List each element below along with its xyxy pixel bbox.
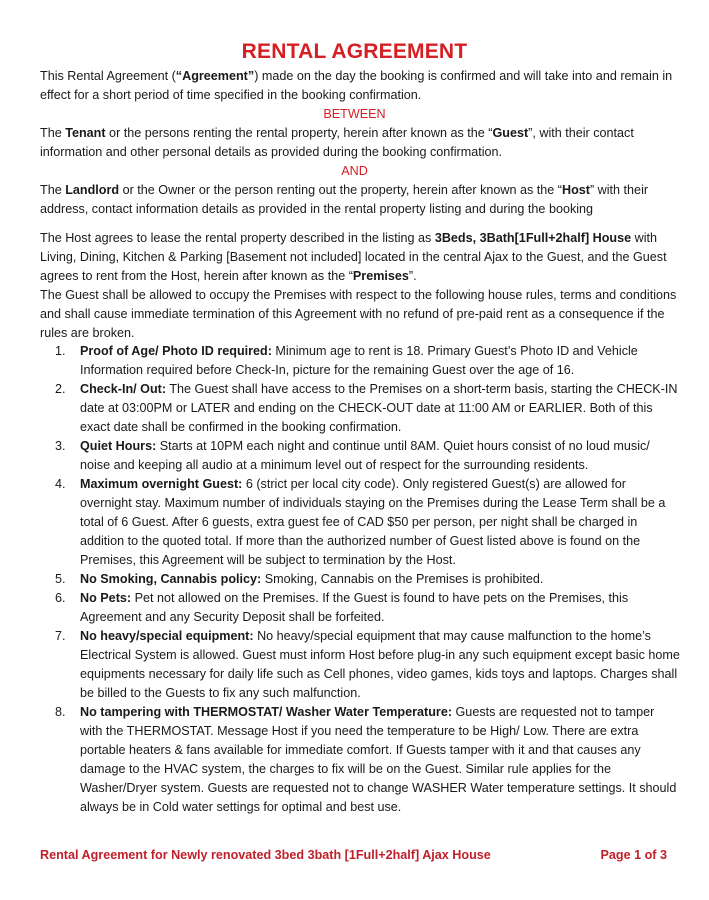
rule-text: No heavy/special equipment that may cause malfunction to the home’s Electrical System is allowed. Guest must inform Host before plug-in any such equipment except basic home equipments necessary for daily life such as Cell phones, video games, kids toys and laptops. Charges shall be billed to the Guests to fix any such malfunction. xyxy=(80,629,680,700)
footer-title: Rental Agreement for Newly renovated 3bed 3bath [1Full+2half] Ajax House xyxy=(40,848,491,862)
rule-item xyxy=(40,475,680,570)
rule-number: 5. xyxy=(55,572,66,586)
rule-heading: Quiet Hours: xyxy=(80,439,157,453)
rules-intro: The Guest shall be allowed to occupy the Premises with respect to the following house rules, terms and conditions and shall cause immediate termination of this Agreement with no refund of pre-paid rent as a consequence if the rules are broken. xyxy=(40,288,677,340)
intro-paragraph: This Rental Agreement (“Agreement”) made on the day the booking is confirmed and will take into and remain in effect for a short period of time specified in the booking confirmation. xyxy=(40,69,673,102)
rule-heading: No Smoking, Cannabis policy: xyxy=(80,572,262,586)
rule-item xyxy=(40,703,680,817)
and-label: AND xyxy=(341,164,368,178)
rule-number: 6. xyxy=(55,591,66,605)
rule-text: Guests are requested not to tamper with the THERMOSTAT. Message Host if you need the temperature to be High/ Low. There are extra portable heaters & fans available for immediate comfort. If Guests tamper with it and that causes any damage to the HVAC system, the charges to fix will be on the Guest. Similar rule applies for the Washer/Dryer system. Guests are requested not to change WASHER Water temperature settings. It should always be in Cold water settings for optimal and best use. xyxy=(80,705,677,814)
rule-number: 7. xyxy=(55,629,66,643)
tenant-paragraph: The Tenant or the persons renting the rental property, herein after known as the “Guest”, with their contact information and other personal details as provided during the booking confirmation. xyxy=(40,126,634,159)
rule-text: The Guest shall have access to the Premises on a short-term basis, starting the CHECK-IN date at 03:00PM or LATER and ending on the CHECK-OUT date at 11:00 AM or EARLIER. Both of this exact date shall be confirmed in the booking confirmation. xyxy=(80,382,678,434)
landlord-paragraph: The Landlord or the Owner or the person renting out the property, herein after known as the “Host” with their address, contact information details as provided in the rental property listing and during the booking xyxy=(40,183,649,216)
rule-heading: No heavy/special equipment: xyxy=(80,629,254,643)
host-label: Host xyxy=(561,183,590,197)
agreement-term: Agreement xyxy=(182,69,248,83)
rule-number: 1. xyxy=(55,344,66,358)
rule-text: 6 (strict per local city code). Only registered Guest(s) are allowed for overnight stay. Maximum number of individuals staying on the Premises during the Lease Term shall be a total of 6 Guest. After 6 guests, extra guest fee of CAD $50 per person, per night shall be charged in addition to the quoted total. If more than the authorized number of Guest listed above is found on the Premises, this Agreement will be subject to termination by the Host. xyxy=(80,477,666,567)
rule-text: Minimum age to rent is 18. Primary Guest’s Photo ID and Vehicle Information required before Check-In, picture for the remaining Guest over the age of 16. xyxy=(80,344,638,377)
rule-item xyxy=(40,342,680,380)
tenant-term: Tenant xyxy=(65,126,106,140)
rule-text: Pet not allowed on the Premises. If the Guest is found to have pets on the Premises, this Agreement and any Security Deposit shall be forfeited. xyxy=(80,591,629,624)
rule-item xyxy=(40,589,680,627)
rule-item xyxy=(40,437,680,475)
rule-item xyxy=(40,380,680,437)
rule-heading: Proof of Age/ Photo ID required: xyxy=(80,344,272,358)
rule-heading: No tampering with THERMOSTAT/ Washer Water Temperature: xyxy=(80,705,453,719)
rule-heading: Maximum overnight Guest: xyxy=(80,477,243,491)
rule-number: 8. xyxy=(55,705,66,719)
property-description: 3Beds, 3Bath[1Full+2half] House xyxy=(434,231,632,245)
landlord-term: Landlord xyxy=(65,183,120,197)
document-title: RENTAL AGREEMENT xyxy=(241,40,468,63)
rule-item xyxy=(40,627,680,703)
rule-text: Starts at 10PM each night and continue until 8AM. Quiet hours consist of no loud music/ noise and keeping all audio at a minimum level out of respect for the surrounding residents. xyxy=(80,439,650,472)
lease-paragraph: The Host agrees to lease the rental property described in the listing as 3Beds, 3Bath[1Full+2half] House with Living, Dining, Kitchen & Parking [Basement not included] located in the central Ajax to the Guest, and the Guest agrees to rent from the Host, herein after known as the “Premises”. The Guest shall be allowed to occupy the Premises with respect to the following house rules, terms and conditions and shall cause immediate termination of this Agreement with no refund of pre-paid rent as a consequence if the rules are broken. xyxy=(40,229,680,343)
rule-heading: No Pets: xyxy=(80,591,132,605)
page-number: Page 1 of 3 xyxy=(600,848,667,862)
guest-label: Guest xyxy=(492,126,529,140)
rule-number: 2. xyxy=(55,382,66,396)
rule-item xyxy=(40,570,680,589)
premises-label: Premises xyxy=(352,269,409,283)
rule-number: 4. xyxy=(55,477,66,491)
rule-heading: Check-In/ Out: xyxy=(80,382,167,396)
rules-list xyxy=(40,342,680,817)
between-label: BETWEEN xyxy=(323,107,386,121)
rule-text: Smoking, Cannabis on the Premises is prohibited. xyxy=(261,572,544,586)
rule-number: 3. xyxy=(55,439,66,453)
